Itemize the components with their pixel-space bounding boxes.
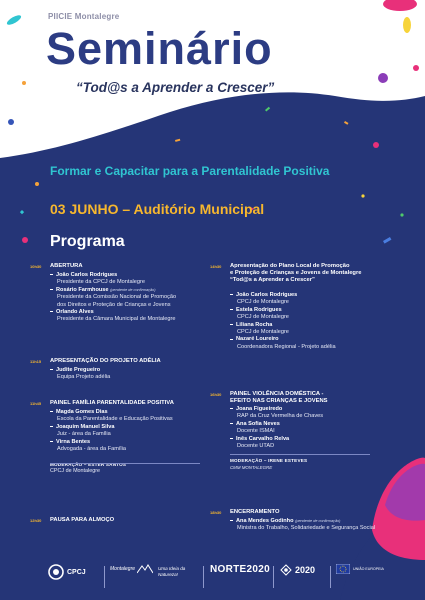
purple-small-dot <box>378 73 388 83</box>
montalegre-logo <box>110 564 153 574</box>
moderation-label: MODERAÇÃO – IRENE ESTEVES <box>230 458 308 464</box>
session-time: 14h30 <box>210 264 222 269</box>
footer-divider <box>104 566 105 588</box>
speaker-name: Judite Pregueiro <box>56 367 101 373</box>
norte2020-logo-text: NORTE2020 <box>210 564 270 575</box>
session-heading: PAINEL FAMÍLIA PARENTALIDADE POSITIVA <box>50 400 174 406</box>
speaker-name: Virna Bentes <box>56 438 91 445</box>
speaker-role: Presidente da Câmara Municipal de Montalegre <box>57 316 176 323</box>
organizer-label: PIICIE Montalegre <box>48 12 120 21</box>
session-time: 18h30 <box>210 510 222 515</box>
speaker-role: Docente UTAD <box>237 443 275 450</box>
speaker-role: Ministra do Trabalho, Solidariedade e Segurança Social <box>237 525 376 532</box>
speaker-role: Presidente da Comissão Nacional de Promoção <box>57 294 177 301</box>
eu-logo-text: UNIÃO EUROPEIA <box>353 567 384 571</box>
speaker-role: RAP da Cruz Vermelha de Chaves <box>237 413 324 420</box>
speaker-name: Nazaré Loureiro <box>236 336 279 343</box>
session-heading: ABERTURA <box>50 263 83 269</box>
session-heading: Apresentação do Plano Local de Promoção e Proteção de Crianças e Jovens de Montalegre “Tod@s a Aprender a Crescer” <box>230 263 362 283</box>
speaker-name: Inês Carvalho Relva <box>236 435 290 442</box>
speaker-name: Ana Mendes Godinho (pendente de confirmação) <box>236 518 341 524</box>
pink-small-dot <box>413 65 419 71</box>
eu-flag-icon <box>336 564 350 574</box>
speaker-name: Estela Rodrigues <box>236 306 282 313</box>
speaker-name: Orlando Alves <box>56 309 94 316</box>
speaker-role: CPCJ de Montalegre <box>237 329 289 336</box>
montalegre-slogan-wrap <box>158 566 198 577</box>
speaker-name: João Carlos Rodrigues <box>56 272 118 278</box>
session-projeto-adelia <box>30 358 210 382</box>
eu-logo <box>336 564 384 574</box>
moderation-label: MODERAÇÃO – ESTER SANTOS <box>50 462 127 468</box>
montalegre-logo-text: Montalegre <box>110 566 136 572</box>
session-heading: PAUSA PARA ALMOÇO <box>50 517 115 523</box>
speaker-name: João Carlos Rodrigues <box>236 292 298 298</box>
blue-dot <box>8 119 14 125</box>
footer-logos <box>0 556 425 600</box>
date-venue: 03 JUNHO – Auditório Municipal <box>50 201 265 217</box>
moderation-divider <box>50 463 200 464</box>
program-title: Programa <box>50 233 125 250</box>
speaker-role: CPCJ de Montalegre <box>237 299 289 306</box>
footer-divider <box>203 566 204 588</box>
speaker-name: Rosário Farmhouse (pendente de confirmação) <box>56 286 156 293</box>
session-heading: ENCERRAMENTO <box>230 509 280 515</box>
speaker-role: Equipa Projeto adélia <box>57 374 111 381</box>
moderation-org: CPCJ de Montalegre <box>50 468 101 475</box>
speaker-role: Juiz - área da Família <box>57 431 111 438</box>
orange-dot <box>22 81 26 85</box>
confetti-orange-2 <box>35 182 39 186</box>
pink-dot <box>383 0 417 11</box>
session-time: 16h30 <box>210 392 222 397</box>
confetti-yellow <box>361 194 364 197</box>
speaker-role: Presidente da CPCJ de Montalegre <box>57 279 145 286</box>
session-plano-local <box>210 263 400 351</box>
speaker-name: Magda Gomes Dias <box>56 409 108 415</box>
session-time: 11h15 <box>30 359 42 364</box>
footer-divider <box>330 566 331 588</box>
speaker-role: Coordenadora Regional - Projeto adélia <box>237 343 336 350</box>
portugal2020-emblem-icon <box>280 564 292 576</box>
norte2020-logo <box>210 564 270 575</box>
cpcj-logo <box>48 564 86 580</box>
speaker-role: Escola da Parentalidade e Educação Positivas <box>57 416 173 423</box>
session-time: 12h30 <box>30 518 42 523</box>
session-opening <box>30 263 210 324</box>
session-closing <box>210 509 400 533</box>
mountain-icon <box>137 564 153 574</box>
confetti-pink-2 <box>22 237 28 243</box>
session-heading: PAINEL VIOLÊNCIA DOMÉSTICA - EFEITO NAS CRIANÇAS E JOVENS <box>230 391 328 404</box>
theme-heading: Formar e Capacitar para a Parentalidade Positiva <box>50 164 330 178</box>
seminar-title: Seminário <box>46 23 273 74</box>
session-heading: APRESENTAÇÃO DO PROJETO ADÉLIA <box>50 358 161 364</box>
speaker-name: Liliana Rocha <box>236 321 273 328</box>
confetti-green-2 <box>400 213 403 216</box>
speaker-name: Joaquim Manuel Silva <box>56 423 115 430</box>
speaker-role: Docente ISMAI <box>237 428 275 435</box>
portugal2020-logo-text: 2020 <box>295 565 316 575</box>
cpcj-emblem-icon <box>48 564 64 580</box>
montalegre-slogan: Uma Ideia da Natureza! <box>158 566 186 577</box>
session-violencia-domestica <box>210 391 400 472</box>
speaker-role: dos Direitos e Proteção de Crianças e Jovens <box>57 301 171 308</box>
speaker-name: Joana Figueiredo <box>236 406 283 412</box>
moderation-org: CMM MONTALEGRE <box>230 465 273 471</box>
yellow-dot <box>403 17 411 33</box>
seminar-subtitle: “Tod@s a Aprender a Crescer” <box>76 80 275 95</box>
session-time: 11h45 <box>30 401 42 406</box>
speaker-role: CPCJ de Montalegre <box>237 314 289 321</box>
session-lunch <box>30 517 210 526</box>
cpcj-logo-text: CPCJ <box>67 568 86 576</box>
session-painel-familia <box>30 400 210 476</box>
portugal2020-logo <box>280 564 315 576</box>
confetti-pink <box>373 142 379 148</box>
moderation-divider <box>230 454 370 455</box>
speaker-role: Advogada - área da Família <box>57 446 127 453</box>
session-time: 10h30 <box>30 264 42 269</box>
speaker-name: Ana Sofia Neves <box>236 420 280 427</box>
teal-dot <box>6 13 23 26</box>
footer-divider <box>273 566 274 588</box>
